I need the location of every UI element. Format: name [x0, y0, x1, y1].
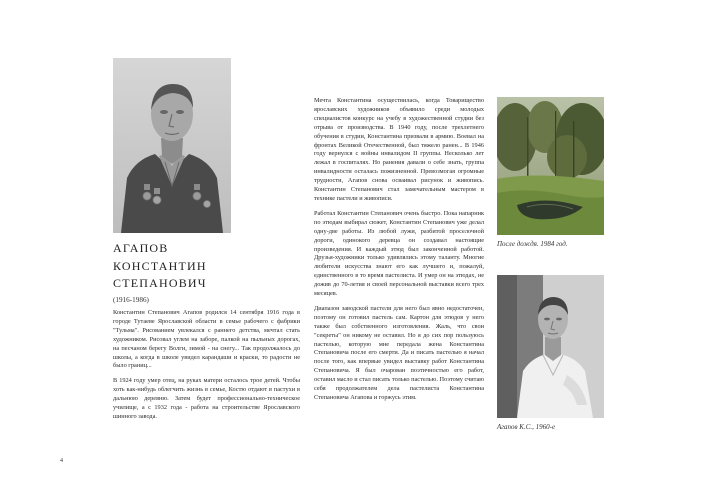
artist-surname: АГАПОВ	[113, 241, 169, 255]
paragraph: Константин Степанович Агапов родился 14 сентября 1916 года в городе Тутаеве Ярославской области в семье рабочего с фабрики "Тульма". Рисованием увлекался с раннего детства, мечтал стать художником. Рисовал углем на заборе, палкой на пыльных дорогах, на песчаном берегу Волги, зимой - на снегу... Так продолжалось до школы, а когда в школе увидел карандаши и краски, то радости не было границ...	[113, 309, 300, 370]
biography-column-2	[314, 97, 484, 409]
painting-after-rain-image	[497, 97, 604, 235]
paragraph: В 1924 году умер отец, на руках матери осталось трое детей. Чтобы хоть как-нибудь облегчить жизнь в семье, Костю отдают в пастухи в дальнюю деревню. Затем будет профессионально-техническое училище, а с 1932 года - работа на строительстве Ярославского шинного завода.	[113, 377, 300, 420]
biography-column-1	[113, 309, 300, 428]
artist-portrait-photo	[113, 58, 231, 233]
artist-first-name: КОНСТАНТИН	[113, 258, 207, 273]
paragraph: Диапазон заводской пастели для него был явно недостаточен, поэтому он готовил пастель сам. Картон для этюдов у него также был собственного изготовления. Жаль, что свои "секреты" он никому не оставил. Но я до сих пор пользуюсь пастелью, которую мне передала жена Константина Степановича после его смерти. Да и писать пастелью я начал после того, как впервые увидел выставку работ Константина Степановича. Я был очарован поэтичностью его работ, оставил масло и стал писать только пастелью. Поэтому считаю себя продолжателем дела пастелиста Константина Степановича Агапова и горжусь этим.	[314, 304, 484, 401]
page-number: 4	[60, 458, 63, 464]
photo-caption: Агапов К.С., 1960-е	[497, 423, 556, 431]
paragraph: Мечта Константина осуществилась, когда Товарищество ярославских художников объявило среди молодых специалистов конкурс на учебу в художественной студии без отрыва от производства. В 1940 году, после трехлетнего обучения в студии, Константина призвали в армию. Воевал на фронтах Великой Отечественной, был тяжело ранен... В 1946 году вернулся с войны инвалидом II группы. Несколько лет лежал в госпиталях. Но ранения давали о себе знать, группа инвалидности осталась пожизненной. Превозмогая огромные трудности, Агапов снова осваивал рисунок и живопись. Константин Степанович стал замечательным мастером в технике пастели и живописи.	[314, 97, 484, 202]
paragraph: Работал Константин Степанович очень быстро. Пока напарник по этюдам выбирал сюжет, Константин Степанович уже делал одну-две работы. Из любой лужи, разбитой проселочной дороги, одинокого деревца он создавал настоящие произведения. И каждый этюд был законченной работой. Друзья-художники только удивлялись этому таланту. Многие любители искусства знают его как лучшего и, пожалуй, единственного в то время пастелиста. И умер он на этюдах, не дожив до 70-летия и своей персональной выставки всего трех месяцев.	[314, 209, 484, 298]
artist-name	[113, 240, 207, 293]
artist-patronymic: СТЕПАНОВИЧ	[113, 276, 207, 290]
painting-caption: После дождя. 1984 год.	[497, 240, 568, 248]
artist-photo-1960s	[497, 275, 604, 418]
artist-life-years: (1916-1986)	[113, 296, 149, 304]
